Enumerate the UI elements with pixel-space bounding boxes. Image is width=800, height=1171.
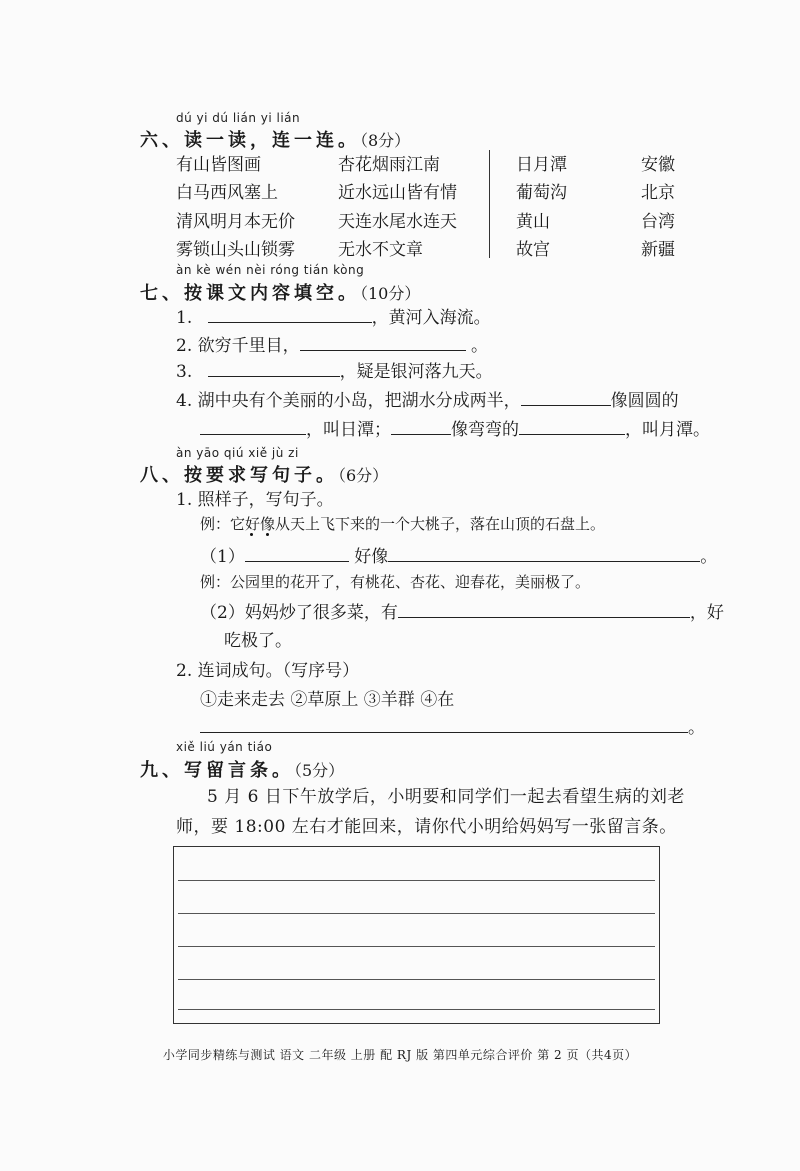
- match-right-a-3[interactable]: 黄山: [516, 212, 550, 232]
- sec6-pinyin: dú yi dú lián yi lián: [176, 111, 301, 125]
- q3-text: ，疑是银河落九天。: [339, 362, 493, 382]
- writing-line: [178, 979, 655, 980]
- sec6-title: 六、读一读，连一连。: [140, 130, 360, 151]
- sec7-q3: [176, 357, 493, 382]
- sec7-q4-line1: [176, 386, 679, 411]
- match-right-a-4[interactable]: 故宫: [516, 240, 550, 260]
- match-right-a-2[interactable]: 葡萄沟: [516, 183, 567, 203]
- match-left-b-1[interactable]: 杏花烟雨江南: [338, 155, 440, 175]
- match-right-b-1[interactable]: 安徽: [641, 155, 675, 175]
- q1-number: 1.: [176, 308, 193, 328]
- sec9-para-1: 5 月 6 日下午放学后，小明要和同学们一起去看望生病的刘老: [207, 787, 685, 807]
- sec8-item2-line2: 吃极了。: [224, 631, 292, 651]
- sec7-pinyin: àn kè wén nèi róng tián kòng: [176, 263, 365, 277]
- writing-line: [178, 1009, 655, 1010]
- sec7-q1: [176, 303, 491, 328]
- sec8-score: （6分）: [338, 466, 389, 485]
- q2-end: 。: [471, 336, 489, 356]
- match-left-a-2[interactable]: 白马西风塞上: [176, 183, 278, 203]
- match-right-a-1[interactable]: 日月潭: [516, 155, 567, 175]
- q4-blank-1[interactable]: [521, 388, 611, 406]
- q2-number: 2.: [176, 336, 193, 356]
- q3-answer-blank[interactable]: [208, 359, 340, 377]
- item1-number: （1）: [200, 547, 245, 567]
- sec8-heading: [140, 461, 388, 487]
- q2-answer-blank[interactable]: [300, 333, 466, 351]
- page-footer: 小学同步精练与测试 语文 二年级 上册 配 RJ 版 第四单元综合评价 第 2 页（共4页）: [162, 1048, 638, 1062]
- sec9-heading: [140, 756, 344, 782]
- q1-text: ，黄河入海流。: [371, 308, 491, 328]
- item1-blank-2[interactable]: [388, 544, 700, 562]
- sec7-heading: [140, 279, 420, 305]
- sec7-score: （10分）: [360, 284, 421, 303]
- sec8-sub2: 2. 连词成句。（写序号）: [176, 661, 360, 681]
- q4-text: 湖中央有个美丽的小岛，把湖水分成两半，: [197, 391, 521, 411]
- match-left-b-3[interactable]: 天连水尾水连天: [338, 212, 457, 232]
- q4-text-b: 像弯弯的: [451, 420, 519, 440]
- q4-blank-4[interactable]: [519, 417, 625, 435]
- item2-blank[interactable]: [398, 600, 690, 618]
- item1-blank-1[interactable]: [245, 544, 349, 562]
- item1-mid: 好像: [354, 547, 389, 567]
- sec9-title: 九、写留言条。: [140, 760, 294, 781]
- emphasis-dot: [266, 533, 269, 536]
- q4-blank-3[interactable]: [391, 417, 451, 435]
- match-left-b-2[interactable]: 近水远山皆有情: [338, 183, 457, 203]
- sec8-title: 八、按要求写句子。: [140, 465, 338, 486]
- q3-number: 3.: [176, 362, 193, 382]
- sec7-title: 七、按课文内容填空。: [140, 283, 360, 304]
- writing-line: [178, 880, 655, 881]
- item2-text: （2）妈妈炒了很多菜，有: [200, 603, 398, 623]
- answer-end: 。: [688, 718, 705, 738]
- sec8-word-list: ①走来走去 ②草原上 ③羊群 ④在: [200, 690, 455, 710]
- sec9-score: （5分）: [294, 761, 345, 780]
- sec8-example2: 例：公园里的花开了，有桃花、杏花、迎春花，美丽极了。: [200, 573, 591, 591]
- emphasis-dot: [250, 533, 253, 536]
- q1-answer-blank[interactable]: [208, 305, 372, 323]
- q4-text-c: ，叫月潭。: [625, 420, 710, 440]
- item1-end: 。: [700, 547, 718, 567]
- column-divider: [489, 150, 490, 258]
- writing-line: [178, 913, 655, 914]
- match-left-a-4[interactable]: 雾锁山头山锁雾: [176, 240, 295, 260]
- sec9-pinyin: xiě liú yán tiáo: [176, 740, 273, 754]
- match-right-b-4[interactable]: 新疆: [641, 240, 675, 260]
- writing-line: [178, 946, 655, 947]
- q2-text: 欲穷千里目，: [197, 336, 300, 356]
- item2-end: ，好: [689, 603, 724, 623]
- match-right-b-2[interactable]: 北京: [641, 183, 675, 203]
- sec8-example1: 例：它好像从天上飞下来的一个大桃子，落在山顶的石盘上。: [200, 515, 606, 533]
- sec8-answer-row: [200, 713, 705, 738]
- match-left-a-3[interactable]: 清风明月本无价: [176, 212, 295, 232]
- note-writing-box[interactable]: [173, 846, 660, 1024]
- match-right-b-3[interactable]: 台湾: [641, 212, 675, 232]
- q4-text-end: 像圆圆的: [610, 391, 679, 411]
- q4-text-a: ，叫日潭；: [306, 420, 391, 440]
- sec8-item1: [200, 542, 717, 567]
- q4-number: 4.: [176, 391, 193, 411]
- sec7-q4-line2: [200, 415, 710, 440]
- q4-blank-2[interactable]: [200, 417, 306, 435]
- match-left-a-1[interactable]: 有山皆图画: [176, 155, 261, 175]
- sec8-item2: [200, 598, 724, 623]
- sec6-score: （8分）: [360, 131, 411, 150]
- sec9-para-2: 师，要 18:00 左右才能回来，请你代小明给妈妈写一张留言条。: [176, 817, 677, 837]
- sec8-sub1: 1. 照样子，写句子。: [176, 490, 334, 510]
- sec8-pinyin: àn yāo qiú xiě jù zi: [176, 446, 299, 460]
- match-left-b-4[interactable]: 无水不文章: [338, 240, 423, 260]
- sec7-q2: [176, 331, 488, 356]
- sentence-answer-blank[interactable]: [200, 715, 688, 733]
- sec6-heading: [140, 126, 410, 152]
